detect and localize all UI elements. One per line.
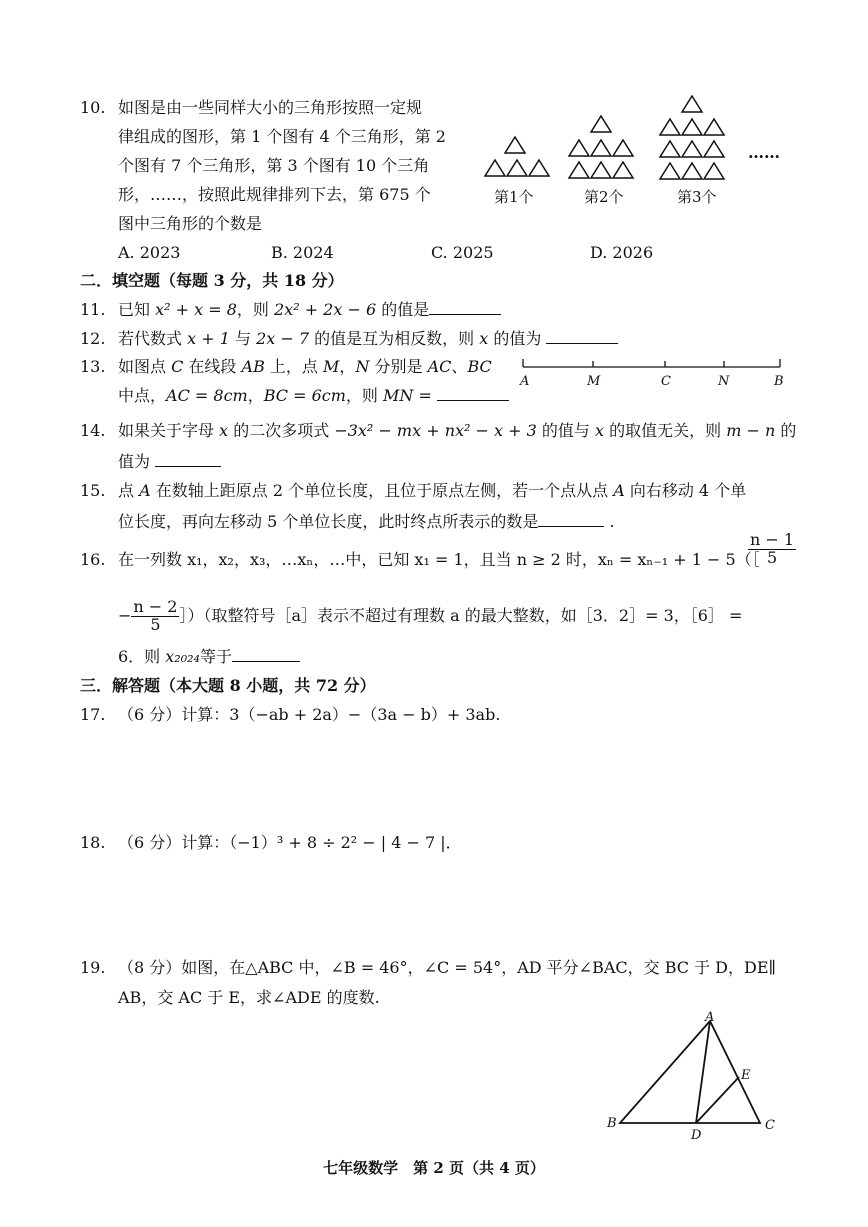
q19-point-a: A <box>705 1010 715 1025</box>
q13-point-b: B <box>774 374 784 389</box>
q14-number: 14. <box>80 421 106 440</box>
q14-line-2: 值为 <box>118 447 221 476</box>
q13-answer-blank <box>437 399 509 401</box>
q10-option-a: A. 2023 <box>118 243 181 262</box>
q13-segment-figure <box>518 355 788 375</box>
q16-line-1: 在一列数 x₁，x₂，x₃，…xₙ，…中，已知 x₁ = 1，且当 n ≥ 2 时，xₙ = xₙ₋₁ + 1 − 5（［ <box>118 550 760 569</box>
q15-line-1: 点 A 在数轴上距原点 2 个单位长度，且位于原点左侧，若一个点从点 A 向右移动 4 个单 <box>118 481 747 500</box>
section-2-title: 二．填空题（每题 3 分，共 18 分） <box>80 271 344 290</box>
q11-answer-blank <box>429 313 501 315</box>
q19-number: 19. <box>80 958 106 977</box>
q16-number: 16. <box>80 550 106 569</box>
q13-point-n: N <box>718 374 730 389</box>
q15-line-2: 位长度，再向左移动 5 个单位长度，此时终点所表示的数是 . <box>118 512 615 531</box>
q15-answer-blank <box>538 525 604 527</box>
q13-line-2: 中点，AC = 8cm，BC = 6cm，则 MN = <box>118 381 509 410</box>
q15-number: 15. <box>80 481 106 500</box>
q10-figure-label-1: 第1个 <box>494 188 534 206</box>
q13-point-a: A <box>520 374 530 389</box>
q12-text: 若代数式 x + 1 与 2x − 7 的值是互为相反数，则 x 的值为 <box>118 324 618 353</box>
q19-point-d: D <box>691 1128 702 1143</box>
q17-text: （6 分）计算：3（−ab + 2a）−（3a − b）+ 3ab. <box>118 705 501 724</box>
q12-number: 12. <box>80 329 106 348</box>
q11-number: 11. <box>80 300 106 319</box>
q17-number: 17. <box>80 705 106 724</box>
q10-option-c: C. 2025 <box>431 243 494 262</box>
triangle-pattern-figure <box>480 90 780 190</box>
q16-line-3: 6．则 x₂₀₂₄等于 <box>118 642 300 671</box>
q10-figure-label-2: 第2个 <box>584 188 624 206</box>
q11-text: 已知 x² + x = 8，则 2x² + 2x − 6 的值是 <box>118 295 501 324</box>
q19-triangle-figure <box>600 1005 790 1140</box>
q16-answer-blank <box>232 660 300 662</box>
q19-point-e: E <box>741 1068 751 1083</box>
q13-point-c: C <box>661 374 671 389</box>
q16-fraction-1: $\frac{n - 1}{5}$ <box>750 530 795 567</box>
q16-line-2: − $\frac{n - 2}{5}$ ］）（取整符号［a］表示不超过有理数 a 的最大整数，如［3．2］= 3，［6］ = <box>118 597 743 634</box>
q19-point-c: C <box>765 1118 775 1133</box>
section-3-title: 三．解答题（本大题 8 小题，共 72 分） <box>80 676 376 695</box>
q19-line-1: （8 分）如图，在△ABC 中，∠B = 46°，∠C = 54°，AD 平分∠BAC，交 BC 于 D，DE∥ <box>118 958 776 977</box>
q10-option-b: B. 2024 <box>271 243 334 262</box>
q10-figure-label-3: 第3个 <box>677 188 717 206</box>
q13-point-m: M <box>587 374 601 389</box>
q10-option-d: D. 2026 <box>590 243 654 262</box>
q10-line-1: 如图是由一些同样大小的三角形按照一定规 <box>118 98 423 117</box>
q19-point-b: B <box>607 1116 617 1131</box>
q10-line-5: 图中三角形的个数是 <box>118 214 263 233</box>
q18-number: 18. <box>80 833 106 852</box>
q10-line-4: 形，……，按照此规律排列下去，第 675 个 <box>118 185 431 204</box>
q10-line-3: 个图有 7 个三角形，第 3 个图有 10 个三角 <box>118 156 430 175</box>
q19-line-2: AB，交 AC 于 E，求∠ADE 的度数. <box>118 988 380 1007</box>
q13-line-1: 如图点 C 在线段 AB 上，点 M，N 分别是 AC、BC <box>118 357 492 376</box>
q12-answer-blank <box>546 342 618 344</box>
q14-answer-blank <box>155 465 221 467</box>
q13-number: 13. <box>80 357 106 376</box>
q10-ellipsis: …… <box>748 143 780 162</box>
q10-number: 10. <box>80 98 106 117</box>
q14-line-1: 如果关于字母 x 的二次多项式 −3x² − mx + nx² − x + 3 的值与 x 的取值无关，则 m − n 的 <box>118 421 797 440</box>
q10-line-2: 律组成的图形，第 1 个图有 4 个三角形，第 2 <box>118 127 446 146</box>
q18-text: （6 分）计算：（−1）³ + 8 ÷ 2² − | 4 − 7 |． <box>118 833 462 852</box>
page-footer: 七年级数学 第 2 页（共 4 页） <box>323 1159 545 1177</box>
